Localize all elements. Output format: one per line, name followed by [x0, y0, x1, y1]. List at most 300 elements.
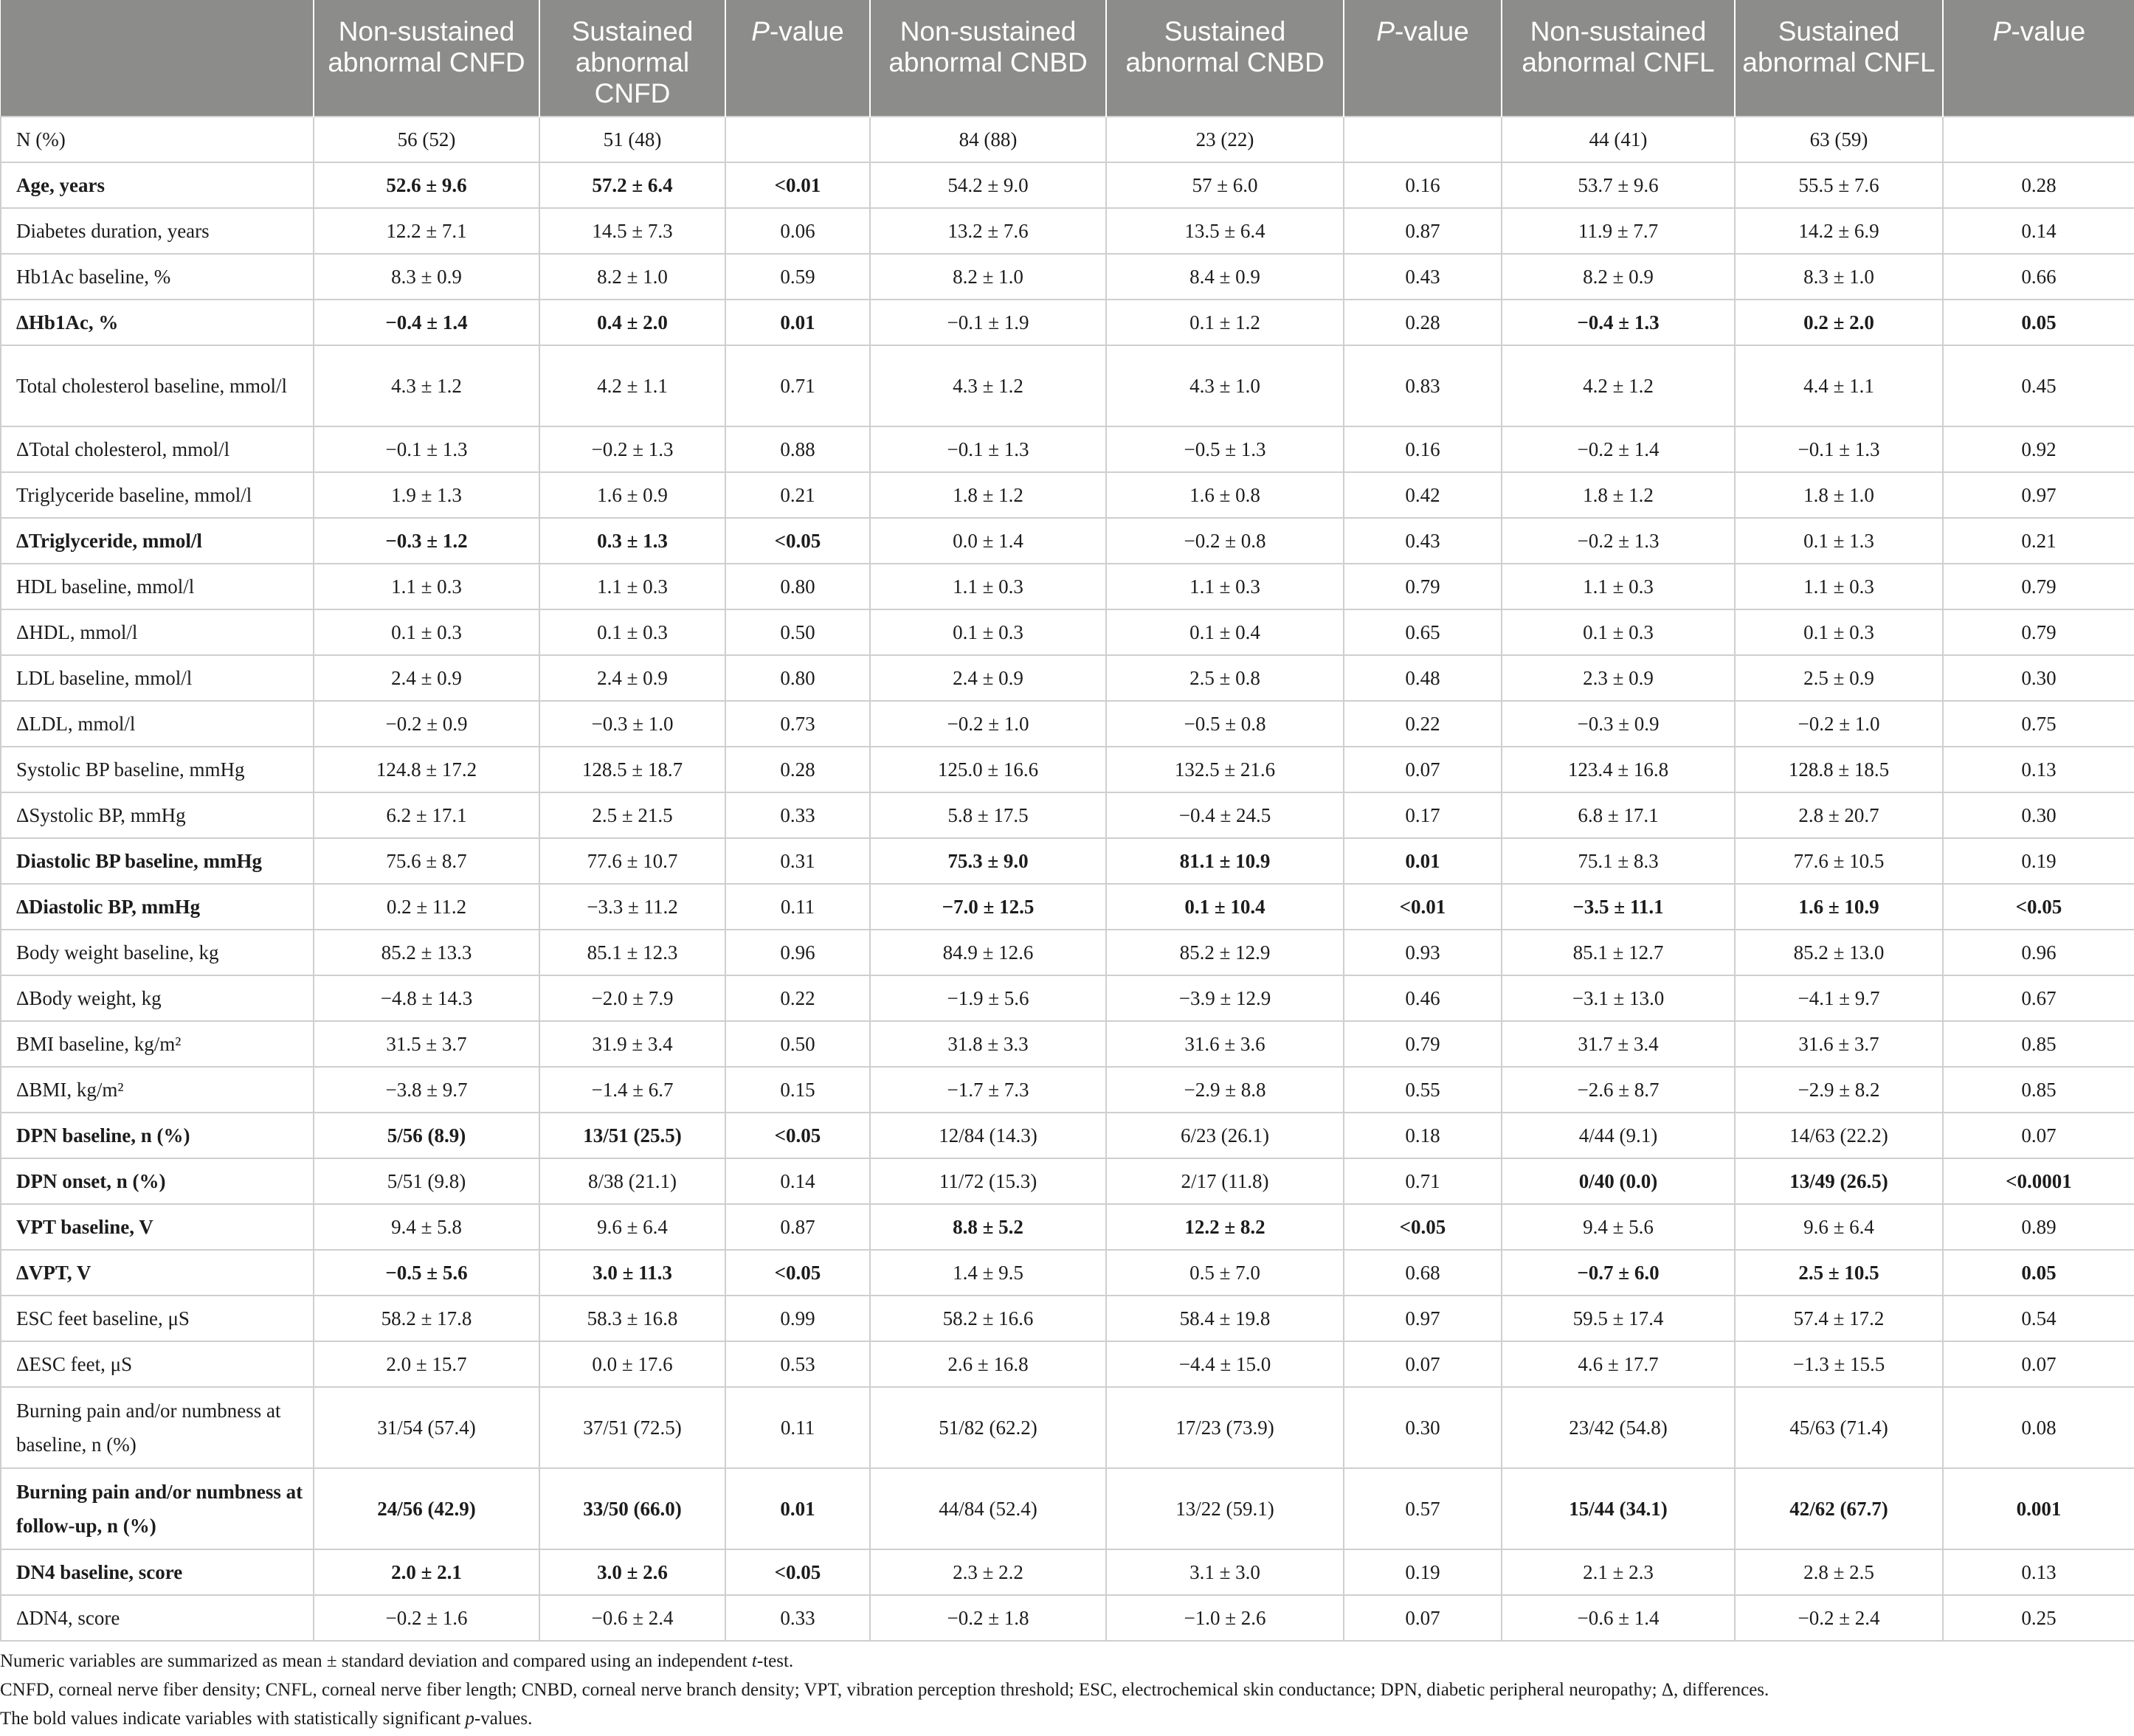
table-cell: 0.22: [725, 975, 870, 1021]
table-cell: 8.8 ± 5.2: [870, 1204, 1106, 1250]
row-label: ΔVPT, V: [1, 1250, 314, 1296]
table-row: [1, 518, 2134, 564]
table-cell: 3.0 ± 11.3: [539, 1250, 725, 1296]
table-cell: 0.50: [725, 1021, 870, 1067]
table-cell: −1.4 ± 6.7: [539, 1067, 725, 1113]
table-cell: 0.07: [1943, 1113, 2134, 1158]
row-label: DPN baseline, n (%): [1, 1113, 314, 1158]
table-cell: 31/54 (57.4): [314, 1387, 539, 1468]
table-cell: 8.2 ± 1.0: [870, 254, 1106, 300]
table-cell: 1.6 ± 0.9: [539, 472, 725, 518]
table-cell: 0.50: [725, 609, 870, 655]
table-cell: 0.21: [1943, 518, 2134, 564]
table-cell: 45/63 (71.4): [1735, 1387, 1943, 1468]
table-cell: 2.0 ± 15.7: [314, 1341, 539, 1387]
table-cell: 0.75: [1943, 701, 2134, 747]
table-cell: 128.5 ± 18.7: [539, 747, 725, 792]
header-pvalue-cnbd: [1344, 0, 1502, 117]
header-pvalue-cnfd: [725, 0, 870, 117]
table-cell: 0.0 ± 17.6: [539, 1341, 725, 1387]
table-row: [1, 1341, 2134, 1387]
row-label: ΔLDL, mmol/l: [1, 701, 314, 747]
table-cell: 55.5 ± 7.6: [1735, 162, 1943, 208]
table-cell: 2.1 ± 2.3: [1502, 1549, 1735, 1595]
table-row: [1, 162, 2134, 208]
table-cell: −0.1 ± 1.3: [1735, 426, 1943, 472]
table-cell: −0.1 ± 1.9: [870, 300, 1106, 345]
header-row: [1, 0, 2134, 117]
table-cell: 13.2 ± 7.6: [870, 208, 1106, 254]
table-cell: 123.4 ± 16.8: [1502, 747, 1735, 792]
header-p-suffix: -value: [769, 16, 844, 46]
table-cell: 0.66: [1943, 254, 2134, 300]
table-cell: 0.71: [725, 345, 870, 426]
table-cell: 13.5 ± 6.4: [1106, 208, 1344, 254]
table-cell: 2.8 ± 20.7: [1735, 792, 1943, 838]
table-cell: 42/62 (67.7): [1735, 1468, 1943, 1549]
table-cell: 59.5 ± 17.4: [1502, 1296, 1735, 1341]
table-cell: −2.0 ± 7.9: [539, 975, 725, 1021]
header-nonsustained-cnfl: Non-sustained abnormal CNFL: [1502, 0, 1735, 117]
table-row: [1, 655, 2134, 701]
table-cell: 13/49 (26.5): [1735, 1158, 1943, 1204]
table-cell: 128.8 ± 18.5: [1735, 747, 1943, 792]
row-label: ΔDN4, score: [1, 1595, 314, 1641]
table-cell: 0.13: [1943, 747, 2134, 792]
table-cell: −0.1 ± 1.3: [314, 426, 539, 472]
table-cell: 0.46: [1344, 975, 1502, 1021]
table-cell: 54.2 ± 9.0: [870, 162, 1106, 208]
row-label: ΔTriglyceride, mmol/l: [1, 518, 314, 564]
table-cell: 1.1 ± 0.3: [314, 564, 539, 609]
table-cell: 4.2 ± 1.2: [1502, 345, 1735, 426]
table-cell: 85.2 ± 13.0: [1735, 930, 1943, 975]
table-cell: 0.1 ± 1.3: [1735, 518, 1943, 564]
header-p-suffix: -value: [1394, 16, 1469, 46]
header-sustained-cnbd: Sustained abnormal CNBD: [1106, 0, 1344, 117]
table-cell: 2.4 ± 0.9: [314, 655, 539, 701]
table-cell: −2.6 ± 8.7: [1502, 1067, 1735, 1113]
table-cell: −3.5 ± 11.1: [1502, 884, 1735, 930]
table-cell: 4.2 ± 1.1: [539, 345, 725, 426]
table-cell: 0.05: [1943, 1250, 2134, 1296]
table-cell: 0.14: [1943, 208, 2134, 254]
table-row: [1, 1113, 2134, 1158]
table-row: [1, 1021, 2134, 1067]
table-cell: [1344, 117, 1502, 162]
row-label: ΔBMI, kg/m²: [1, 1067, 314, 1113]
header-nonsustained-cnbd: Non-sustained abnormal CNBD: [870, 0, 1106, 117]
table-cell: 0.43: [1344, 254, 1502, 300]
table-cell: 0.08: [1943, 1387, 2134, 1468]
table-cell: 6.2 ± 17.1: [314, 792, 539, 838]
table-cell: 0.17: [1344, 792, 1502, 838]
table-cell: −0.6 ± 1.4: [1502, 1595, 1735, 1641]
table-cell: 0.42: [1344, 472, 1502, 518]
row-label: Diastolic BP baseline, mmHg: [1, 838, 314, 884]
header-sustained-cnfd: Sustained abnormal CNFD: [539, 0, 725, 117]
table-cell: 8.2 ± 0.9: [1502, 254, 1735, 300]
table-row: [1, 300, 2134, 345]
table-cell: −0.2 ± 1.3: [1502, 518, 1735, 564]
table-cell: −0.6 ± 2.4: [539, 1595, 725, 1641]
table-row: [1, 1158, 2134, 1204]
table-cell: 0.2 ± 11.2: [314, 884, 539, 930]
table-cell: 57.2 ± 6.4: [539, 162, 725, 208]
table-cell: 0.01: [1344, 838, 1502, 884]
table-cell: 0.33: [725, 792, 870, 838]
table-cell: 12.2 ± 8.2: [1106, 1204, 1344, 1250]
row-label: Total cholesterol baseline, mmol/l: [1, 345, 314, 426]
table-row: [1, 792, 2134, 838]
table-cell: 0.5 ± 7.0: [1106, 1250, 1344, 1296]
table-cell: 12.2 ± 7.1: [314, 208, 539, 254]
table-cell: <0.05: [725, 518, 870, 564]
table-cell: 0.43: [1344, 518, 1502, 564]
table-cell: 0.1 ± 0.3: [1502, 609, 1735, 655]
table-cell: 0.1 ± 1.2: [1106, 300, 1344, 345]
table-cell: 0.59: [725, 254, 870, 300]
table-cell: 15/44 (34.1): [1502, 1468, 1735, 1549]
table-cell: 3.1 ± 3.0: [1106, 1549, 1344, 1595]
table-cell: 0.80: [725, 655, 870, 701]
table-cell: 1.6 ± 0.8: [1106, 472, 1344, 518]
table-cell: −4.4 ± 15.0: [1106, 1341, 1344, 1387]
table-row: [1, 208, 2134, 254]
table-cell: 0.30: [1943, 655, 2134, 701]
table-cell: 1.1 ± 0.3: [1735, 564, 1943, 609]
table-cell: 0.89: [1943, 1204, 2134, 1250]
table-cell: 51 (48): [539, 117, 725, 162]
table-row: [1, 975, 2134, 1021]
table-row: [1, 1468, 2134, 1549]
table-cell: 31.8 ± 3.3: [870, 1021, 1106, 1067]
table-cell: −0.2 ± 0.8: [1106, 518, 1344, 564]
row-label: ΔBody weight, kg: [1, 975, 314, 1021]
table-row: [1, 564, 2134, 609]
table-cell: −1.3 ± 15.5: [1735, 1341, 1943, 1387]
table-cell: 5.8 ± 17.5: [870, 792, 1106, 838]
table-cell: 0.28: [725, 747, 870, 792]
table-cell: 0/40 (0.0): [1502, 1158, 1735, 1204]
header-variable: [1, 0, 314, 117]
table-cell: 0.54: [1943, 1296, 2134, 1341]
footnote-bold-note: [0, 1704, 2125, 1733]
table-cell: 0.85: [1943, 1021, 2134, 1067]
table-cell: 53.7 ± 9.6: [1502, 162, 1735, 208]
table-cell: 2.8 ± 2.5: [1735, 1549, 1943, 1595]
table-cell: 0.06: [725, 208, 870, 254]
row-label: Burning pain and/or numbness at baseline, n (%): [1, 1387, 314, 1468]
table-cell: 2.6 ± 16.8: [870, 1341, 1106, 1387]
table-row: [1, 930, 2134, 975]
table-cell: 0.21: [725, 472, 870, 518]
table-cell: 14.2 ± 6.9: [1735, 208, 1943, 254]
table-cell: 0.18: [1344, 1113, 1502, 1158]
table-cell: −0.4 ± 24.5: [1106, 792, 1344, 838]
header-p-letter: P: [751, 16, 770, 46]
row-label: LDL baseline, mmol/l: [1, 655, 314, 701]
footnote-text: -values.: [474, 1709, 533, 1729]
table-cell: 58.4 ± 19.8: [1106, 1296, 1344, 1341]
table-cell: 81.1 ± 10.9: [1106, 838, 1344, 884]
table-cell: 9.6 ± 6.4: [1735, 1204, 1943, 1250]
table-cell: 0.57: [1344, 1468, 1502, 1549]
table-cell: −1.7 ± 7.3: [870, 1067, 1106, 1113]
table-cell: 0.96: [725, 930, 870, 975]
table-cell: 24/56 (42.9): [314, 1468, 539, 1549]
table-cell: 13/51 (25.5): [539, 1113, 725, 1158]
table-row: [1, 1067, 2134, 1113]
table-cell: 4.4 ± 1.1: [1735, 345, 1943, 426]
row-label: N (%): [1, 117, 314, 162]
table-cell: 0.79: [1943, 564, 2134, 609]
table-cell: 84.9 ± 12.6: [870, 930, 1106, 975]
table-footnotes: [0, 1647, 2125, 1733]
table-cell: 0.87: [725, 1204, 870, 1250]
table-row: [1, 1549, 2134, 1595]
table-cell: 0.05: [1943, 300, 2134, 345]
table-cell: 52.6 ± 9.6: [314, 162, 539, 208]
table-cell: 31.6 ± 3.7: [1735, 1021, 1943, 1067]
table-cell: 1.8 ± 1.2: [1502, 472, 1735, 518]
table-cell: 0.1 ± 0.3: [1735, 609, 1943, 655]
table-cell: −0.5 ± 5.6: [314, 1250, 539, 1296]
table-cell: 9.4 ± 5.6: [1502, 1204, 1735, 1250]
table-cell: −4.8 ± 14.3: [314, 975, 539, 1021]
table-cell: 13/22 (59.1): [1106, 1468, 1344, 1549]
table-cell: 0.0 ± 1.4: [870, 518, 1106, 564]
table-cell: 0.07: [1344, 747, 1502, 792]
table-cell: 57 ± 6.0: [1106, 162, 1344, 208]
table-cell: 3.0 ± 2.6: [539, 1549, 725, 1595]
table-row: [1, 701, 2134, 747]
table-cell: 9.6 ± 6.4: [539, 1204, 725, 1250]
table-cell: 57.4 ± 17.2: [1735, 1296, 1943, 1341]
table-cell: 0.13: [1943, 1549, 2134, 1595]
table-cell: 0.93: [1344, 930, 1502, 975]
table-cell: 0.1 ± 0.4: [1106, 609, 1344, 655]
table-cell: −3.9 ± 12.9: [1106, 975, 1344, 1021]
table-cell: 4.3 ± 1.0: [1106, 345, 1344, 426]
footnote-text: The bold values indicate variables with statistically significant: [0, 1709, 466, 1729]
table-body: [1, 117, 2134, 1641]
table-cell: −0.2 ± 1.4: [1502, 426, 1735, 472]
table-cell: 2.4 ± 0.9: [539, 655, 725, 701]
table-cell: 37/51 (72.5): [539, 1387, 725, 1468]
table-cell: 124.8 ± 17.2: [314, 747, 539, 792]
table-cell: 4/44 (9.1): [1502, 1113, 1735, 1158]
table-row: [1, 884, 2134, 930]
table-cell: −0.2 ± 1.0: [1735, 701, 1943, 747]
table-cell: 132.5 ± 21.6: [1106, 747, 1344, 792]
table-cell: −0.4 ± 1.3: [1502, 300, 1735, 345]
table-cell: 23 (22): [1106, 117, 1344, 162]
table-cell: 0.1 ± 10.4: [1106, 884, 1344, 930]
table-cell: −0.3 ± 0.9: [1502, 701, 1735, 747]
table-row: [1, 1595, 2134, 1641]
table-row: [1, 1204, 2134, 1250]
table-cell: −0.7 ± 6.0: [1502, 1250, 1735, 1296]
table-cell: 0.15: [725, 1067, 870, 1113]
table-cell: 31.5 ± 3.7: [314, 1021, 539, 1067]
table-cell: <0.0001: [1943, 1158, 2134, 1204]
table-row: [1, 117, 2134, 162]
row-label: Diabetes duration, years: [1, 208, 314, 254]
row-label: DPN onset, n (%): [1, 1158, 314, 1204]
footnote-italic-t: t: [751, 1651, 757, 1671]
table-cell: <0.05: [725, 1113, 870, 1158]
table-cell: 0.22: [1344, 701, 1502, 747]
row-label: Body weight baseline, kg: [1, 930, 314, 975]
table-cell: −0.5 ± 1.3: [1106, 426, 1344, 472]
table-cell: 0.92: [1943, 426, 2134, 472]
table-cell: −2.9 ± 8.2: [1735, 1067, 1943, 1113]
table-cell: 2.4 ± 0.9: [870, 655, 1106, 701]
footnote-statistics: [0, 1647, 2125, 1676]
table-cell: 0.67: [1943, 975, 2134, 1021]
table-cell: 0.79: [1344, 1021, 1502, 1067]
table-cell: 1.8 ± 1.0: [1735, 472, 1943, 518]
table-cell: 1.1 ± 0.3: [1106, 564, 1344, 609]
table-cell: 0.16: [1344, 162, 1502, 208]
table-cell: 0.1 ± 0.3: [870, 609, 1106, 655]
table-cell: [725, 117, 870, 162]
table-cell: 0.80: [725, 564, 870, 609]
table-cell: −4.1 ± 9.7: [1735, 975, 1943, 1021]
row-label: ΔSystolic BP, mmHg: [1, 792, 314, 838]
table-cell: 77.6 ± 10.7: [539, 838, 725, 884]
table-cell: 0.001: [1943, 1468, 2134, 1549]
table-cell: 0.19: [1344, 1549, 1502, 1595]
table-cell: 0.71: [1344, 1158, 1502, 1204]
row-label: VPT baseline, V: [1, 1204, 314, 1250]
table-cell: 0.30: [1943, 792, 2134, 838]
table-cell: −0.2 ± 1.3: [539, 426, 725, 472]
table-row: [1, 254, 2134, 300]
table-cell: 0.53: [725, 1341, 870, 1387]
table-cell: 125.0 ± 16.6: [870, 747, 1106, 792]
table-cell: 0.28: [1943, 162, 2134, 208]
table-cell: 0.01: [725, 300, 870, 345]
table-cell: <0.05: [725, 1250, 870, 1296]
table-row: [1, 747, 2134, 792]
header-p-suffix: -value: [2011, 16, 2086, 46]
table-cell: 1.1 ± 0.3: [870, 564, 1106, 609]
table-cell: 85.1 ± 12.7: [1502, 930, 1735, 975]
table-cell: 14.5 ± 7.3: [539, 208, 725, 254]
table-cell: 6/23 (26.1): [1106, 1113, 1344, 1158]
table-cell: 75.6 ± 8.7: [314, 838, 539, 884]
table-cell: 0.3 ± 1.3: [539, 518, 725, 564]
table-cell: 51/82 (62.2): [870, 1387, 1106, 1468]
table-cell: 58.2 ± 17.8: [314, 1296, 539, 1341]
header-sustained-cnfl: Sustained abnormal CNFL: [1735, 0, 1943, 117]
table-cell: 1.8 ± 1.2: [870, 472, 1106, 518]
table-cell: 2.3 ± 0.9: [1502, 655, 1735, 701]
footnote-abbreviations: CNFD, corneal nerve fiber density; CNFL, corneal nerve fiber length; CNBD, corneal nerve branch density; VPT, vibration perception threshold; ESC, electrochemical skin conductance; DPN, diabetic peripheral neuropathy; Δ, differences.: [0, 1680, 1769, 1700]
table-cell: 4.6 ± 17.7: [1502, 1341, 1735, 1387]
table-row: [1, 472, 2134, 518]
table-cell: 0.65: [1344, 609, 1502, 655]
table-cell: 4.3 ± 1.2: [870, 345, 1106, 426]
table-cell: <0.05: [725, 1549, 870, 1595]
table-cell: −0.4 ± 1.4: [314, 300, 539, 345]
table-cell: 85.1 ± 12.3: [539, 930, 725, 975]
table-cell: 9.4 ± 5.8: [314, 1204, 539, 1250]
table-cell: 56 (52): [314, 117, 539, 162]
table-cell: 1.1 ± 0.3: [1502, 564, 1735, 609]
table-row: [1, 609, 2134, 655]
row-label: Age, years: [1, 162, 314, 208]
table-cell: 44 (41): [1502, 117, 1735, 162]
table-cell: −0.2 ± 1.6: [314, 1595, 539, 1641]
table-cell: 0.25: [1943, 1595, 2134, 1641]
table-cell: −0.2 ± 1.0: [870, 701, 1106, 747]
row-label: ΔHb1Ac, %: [1, 300, 314, 345]
table-cell: 8.4 ± 0.9: [1106, 254, 1344, 300]
table-cell: 75.3 ± 9.0: [870, 838, 1106, 884]
table-cell: 0.11: [725, 884, 870, 930]
table-cell: <0.05: [1943, 884, 2134, 930]
table-cell: −0.2 ± 2.4: [1735, 1595, 1943, 1641]
table-cell: 0.79: [1943, 609, 2134, 655]
footnote-text: -test.: [756, 1651, 794, 1671]
table-row: [1, 1250, 2134, 1296]
row-label: ΔDiastolic BP, mmHg: [1, 884, 314, 930]
row-label: BMI baseline, kg/m²: [1, 1021, 314, 1067]
table-cell: −7.0 ± 12.5: [870, 884, 1106, 930]
table-cell: 0.97: [1344, 1296, 1502, 1341]
table-cell: 0.96: [1943, 930, 2134, 975]
table-cell: 0.97: [1943, 472, 2134, 518]
row-label: ΔESC feet, μS: [1, 1341, 314, 1387]
table-cell: 0.4 ± 2.0: [539, 300, 725, 345]
table-cell: 6.8 ± 17.1: [1502, 792, 1735, 838]
table-cell: 2/17 (11.8): [1106, 1158, 1344, 1204]
table-cell: 0.31: [725, 838, 870, 884]
table-cell: 31.6 ± 3.6: [1106, 1021, 1344, 1067]
table-cell: 0.14: [725, 1158, 870, 1204]
table-cell: −3.3 ± 11.2: [539, 884, 725, 930]
table-cell: 2.3 ± 2.2: [870, 1549, 1106, 1595]
table-cell: 8.3 ± 0.9: [314, 254, 539, 300]
table-cell: 84 (88): [870, 117, 1106, 162]
table-cell: 14/63 (22.2): [1735, 1113, 1943, 1158]
row-label: Burning pain and/or numbness at follow-up, n (%): [1, 1468, 314, 1549]
table-cell: 0.48: [1344, 655, 1502, 701]
table-cell: 31.7 ± 3.4: [1502, 1021, 1735, 1067]
table-cell: 0.79: [1344, 564, 1502, 609]
table-cell: 8.2 ± 1.0: [539, 254, 725, 300]
table-cell: 0.01: [725, 1468, 870, 1549]
table-cell: 0.99: [725, 1296, 870, 1341]
table-cell: 1.9 ± 1.3: [314, 472, 539, 518]
table-cell: 0.28: [1344, 300, 1502, 345]
table-cell: 0.1 ± 0.3: [539, 609, 725, 655]
table-cell: 1.4 ± 9.5: [870, 1250, 1106, 1296]
table-cell: <0.01: [725, 162, 870, 208]
table-cell: 75.1 ± 8.3: [1502, 838, 1735, 884]
table-cell: 63 (59): [1735, 117, 1943, 162]
table-cell: 2.5 ± 10.5: [1735, 1250, 1943, 1296]
row-label: Triglyceride baseline, mmol/l: [1, 472, 314, 518]
table-cell: −1.9 ± 5.6: [870, 975, 1106, 1021]
table-cell: 0.85: [1943, 1067, 2134, 1113]
table-cell: 2.5 ± 0.8: [1106, 655, 1344, 701]
header-nonsustained-cnfd: Non-sustained abnormal CNFD: [314, 0, 539, 117]
table-cell: 11.9 ± 7.7: [1502, 208, 1735, 254]
